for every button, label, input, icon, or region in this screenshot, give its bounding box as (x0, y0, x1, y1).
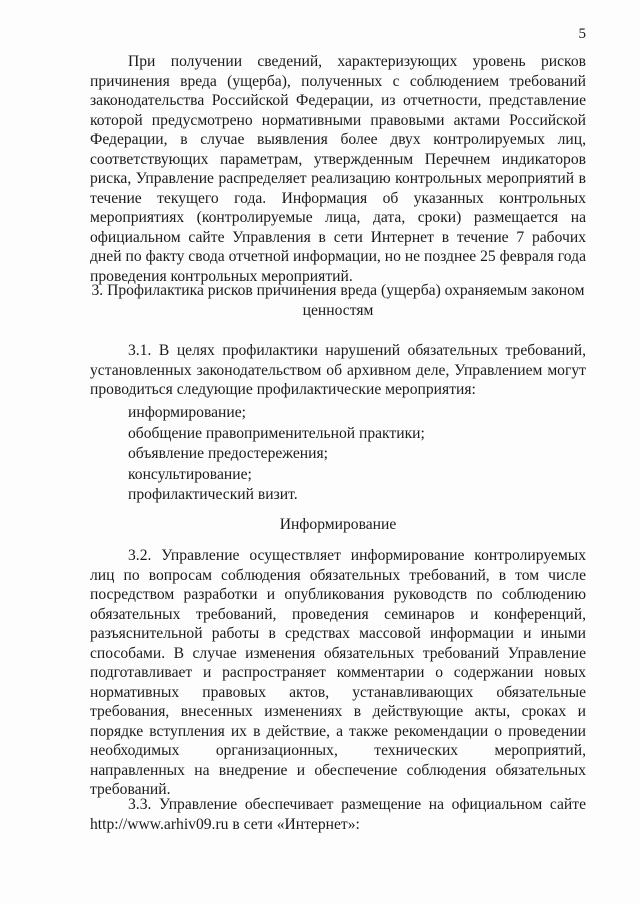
list-item: консультирование; (128, 465, 252, 483)
list-item: информирование; (128, 404, 246, 421)
list-item: профилактический визит. (128, 486, 298, 503)
paragraph-3-2: 3.2. Управление осуществляет информирование контролируемых лиц по вопросам соблюдения обязательных требований, в том числе посредством разработки и опубликования руководств по соблюдению обязательных требований, проведения семинаров и конференций, разъяснительной работы в средствах массовой информации и иными способами. В случае изменения обязательных требований Управление подготавливает и распространяет комментарии о содержании новых нормативных правовых актов, устанавливающих обязательные требования, внесенных изменениях в действующие акты, сроках и порядке вступления их в действие, а также рекомендации о проведении необходимых организационных, технических мероприятий, направленных на внедрение и обеспечение соблюдения обязательных требований. (90, 547, 586, 798)
paragraph-3-3: 3.3. Управление обеспечивает размещение на официальном сайте http://www.arhiv09.ru в сети «Интернет»: (90, 796, 586, 833)
section-3-heading: 3. Профилактика рисков причинения вреда (ущерба) охраняемым законом ценностям (91, 282, 585, 319)
paragraph-risk-information: При получении сведений, характеризующих уровень рисков причинения вреда (ущерба), полученных с соблюдением требований законодательства Российской Федерации, из отчетности, представление которой предусмотрено нормативными правовыми актами Российской Федерации, в случае выявления более двух контролируемых лиц, соответствующих параметрам, утвержденным Перечнем индикаторов риска, Управление распределяет реализацию контрольных мероприятий в течение текущего года. Информация об указанных контрольных мероприятиях (контролируемые лица, дата, сроки) размещается на официальном сайте Управления в сети Интернет в течение 7 рабочих дней по факту свода отчетной информации, но не позднее 25 февраля года проведения контрольных мероприятий. (90, 53, 586, 285)
informing-subheading: Информирование (279, 516, 397, 533)
paragraph-3-1: 3.1. В целях профилактики нарушений обязательных требований, установленных законодательством об архивном деле, Управлением могут проводиться следующие профилактические мероприятия: (90, 342, 586, 398)
list-item: объявление предостережения; (128, 445, 328, 462)
page-number: 5 (578, 26, 586, 42)
list-item: обобщение правоприменительной практики; (128, 424, 425, 442)
preventive-measures-list (128, 403, 425, 506)
